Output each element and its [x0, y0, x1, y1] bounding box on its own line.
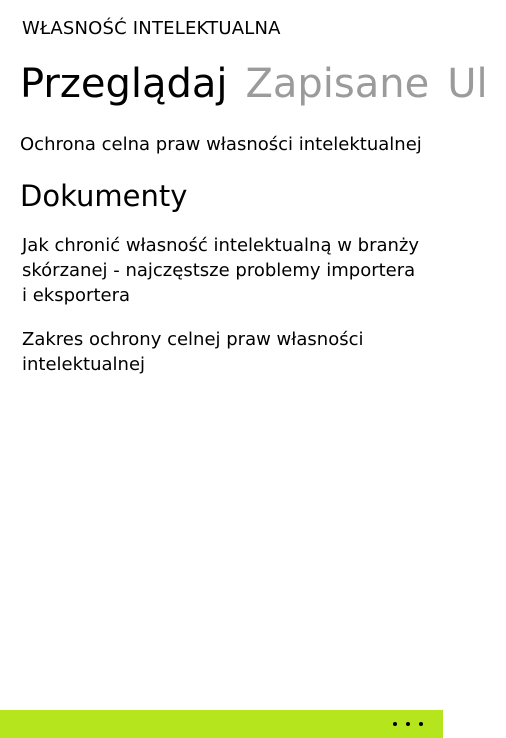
pivot-tab-saved[interactable]: Zapisane [245, 61, 430, 107]
section-link-customs-protection[interactable]: Ochrona celna praw własności intelektualnej [20, 134, 422, 155]
pivot-tab-browse[interactable]: Przeglądaj [20, 61, 228, 107]
document-item[interactable]: Jak chronić własność intelektualną w branży skórzanej - najczęstsze problemy importera i eksportera [22, 235, 420, 306]
app-title: WŁASNOŚĆ INTELEKTUALNA [22, 18, 281, 39]
document-item[interactable]: Zakres ochrony celnej praw własności intelektualnej [22, 329, 364, 375]
ellipsis-icon[interactable] [393, 714, 423, 734]
documents-list [22, 233, 420, 396]
app-bar [0, 710, 443, 738]
documents-heading: Dokumenty [20, 179, 188, 213]
dot [393, 722, 397, 726]
pivot-header [20, 58, 506, 110]
dot [406, 722, 410, 726]
dot [419, 722, 423, 726]
pivot-tab-next-partial[interactable]: Ul [447, 61, 488, 107]
